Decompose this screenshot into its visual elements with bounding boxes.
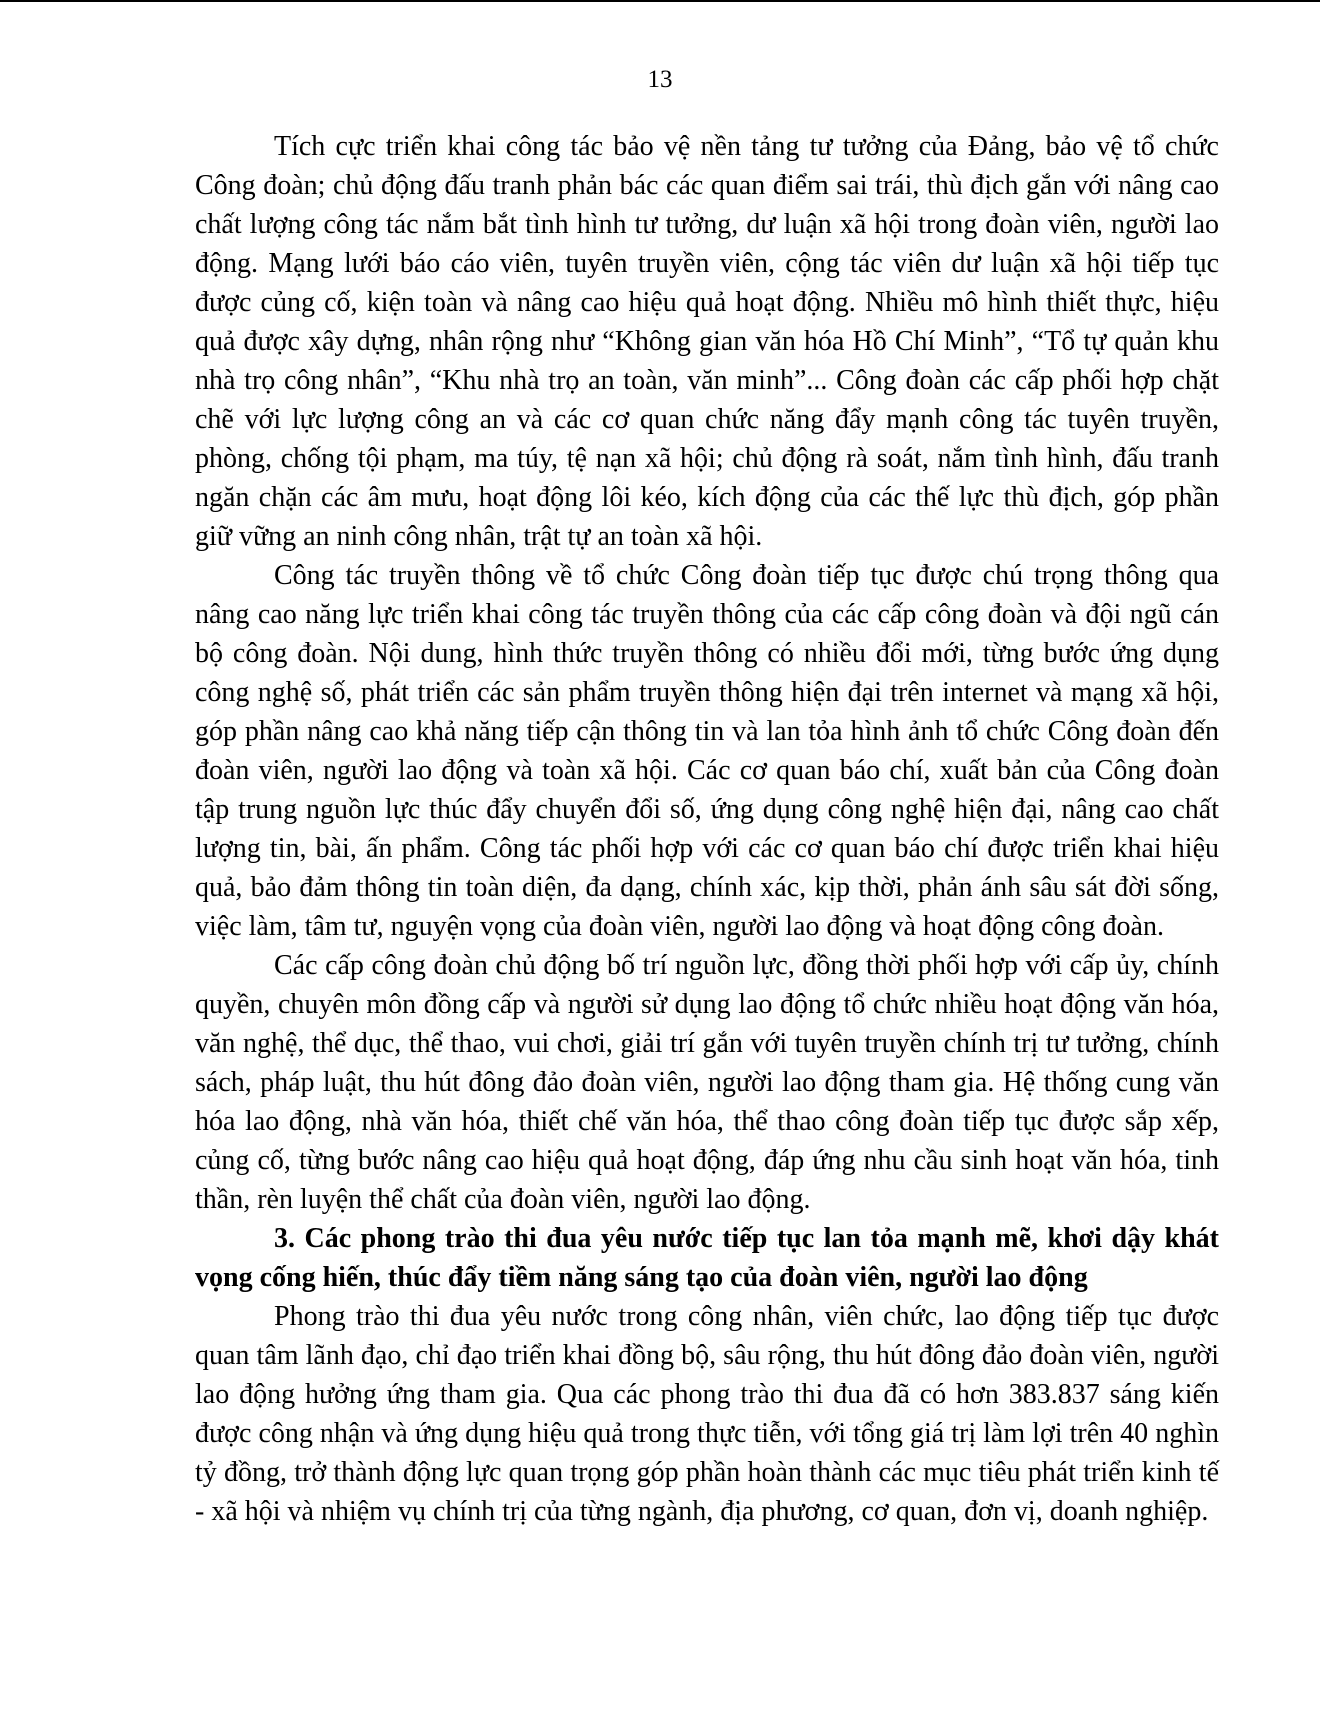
page-top-border bbox=[0, 0, 1320, 2]
section-3-heading: 3. Các phong trào thi đua yêu nước tiếp tục lan tỏa mạnh mẽ, khơi dậy khát vọng cống hiến, thúc đẩy tiềm năng sáng tạo của đoàn viên, người lao động bbox=[195, 1223, 1219, 1293]
paragraph-cultural-activities: Các cấp công đoàn chủ động bố trí nguồn lực, đồng thời phối hợp với cấp ủy, chính quyền, chuyên môn đồng cấp và người sử dụng lao động tổ chức nhiều hoạt động văn hóa, văn nghệ, thể dục, thể thao, vui chơi, giải trí gắn với tuyên truyền chính trị tư tưởng, chính sách, pháp luật, thu hút đông đảo đoàn viên, người lao động tham gia. Hệ thống cung văn hóa lao động, nhà văn hóa, thiết chế văn hóa, thể thao công đoàn tiếp tục được sắp xếp, củng cố, từng bước nâng cao hiệu quả hoạt động, đáp ứng nhu cầu sinh hoạt văn hóa, tinh thần, rèn luyện thể chất của đoàn viên, người lao động. bbox=[195, 950, 1219, 1215]
page-number: 13 bbox=[647, 66, 673, 93]
paragraph-communication: Công tác truyền thông về tổ chức Công đoàn tiếp tục được chú trọng thông qua nâng cao năng lực triển khai công tác truyền thông của các cấp công đoàn và đội ngũ cán bộ công đoàn. Nội dung, hình thức truyền thông có nhiều đổi mới, từng bước ứng dụng công nghệ số, phát triển các sản phẩm truyền thông hiện đại trên internet và mạng xã hội, góp phần nâng cao khả năng tiếp cận thông tin và lan tỏa hình ảnh tổ chức Công đoàn đến đoàn viên, người lao động và toàn xã hội. Các cơ quan báo chí, xuất bản của Công đoàn tập trung nguồn lực thúc đẩy chuyển đổi số, ứng dụng công nghệ hiện đại, nâng cao chất lượng tin, bài, ấn phẩm. Công tác phối hợp với các cơ quan báo chí được triển khai hiệu quả, bảo đảm thông tin toàn diện, đa dạng, chính xác, kịp thời, phản ánh sâu sát đời sống, việc làm, tâm tư, nguyện vọng của đoàn viên, người lao động và hoạt động công đoàn. bbox=[195, 560, 1219, 942]
document-body bbox=[195, 127, 1219, 1531]
paragraph-emulation-movement: Phong trào thi đua yêu nước trong công nhân, viên chức, lao động tiếp tục được quan tâm lãnh đạo, chỉ đạo triển khai đồng bộ, sâu rộng, thu hút đông đảo đoàn viên, người lao động hưởng ứng tham gia. Qua các phong trào thi đua đã có hơn 383.837 sáng kiến được công nhận và ứng dụng hiệu quả trong thực tiễn, với tổng giá trị làm lợi trên 40 nghìn tỷ đồng, trở thành động lực quan trọng góp phần hoàn thành các mục tiêu phát triển kinh tế - xã hội và nhiệm vụ chính trị của từng ngành, địa phương, cơ quan, đơn vị, doanh nghiệp. bbox=[195, 1301, 1219, 1527]
paragraph-ideology-protection: Tích cực triển khai công tác bảo vệ nền tảng tư tưởng của Đảng, bảo vệ tổ chức Công đoàn; chủ động đấu tranh phản bác các quan điểm sai trái, thù địch gắn với nâng cao chất lượng công tác nắm bắt tình hình tư tưởng, dư luận xã hội trong đoàn viên, người lao động. Mạng lưới báo cáo viên, tuyên truyền viên, cộng tác viên dư luận xã hội tiếp tục được củng cố, kiện toàn và nâng cao hiệu quả hoạt động. Nhiều mô hình thiết thực, hiệu quả được xây dựng, nhân rộng như “Không gian văn hóa Hồ Chí Minh”, “Tổ tự quản khu nhà trọ công nhân”, “Khu nhà trọ an toàn, văn minh”... Công đoàn các cấp phối hợp chặt chẽ với lực lượng công an và các cơ quan chức năng đẩy mạnh công tác tuyên truyền, phòng, chống tội phạm, ma túy, tệ nạn xã hội; chủ động rà soát, nắm tình hình, đấu tranh ngăn chặn các âm mưu, hoạt động lôi kéo, kích động của các thế lực thù địch, góp phần giữ vững an ninh công nhân, trật tự an toàn xã hội. bbox=[195, 131, 1219, 552]
